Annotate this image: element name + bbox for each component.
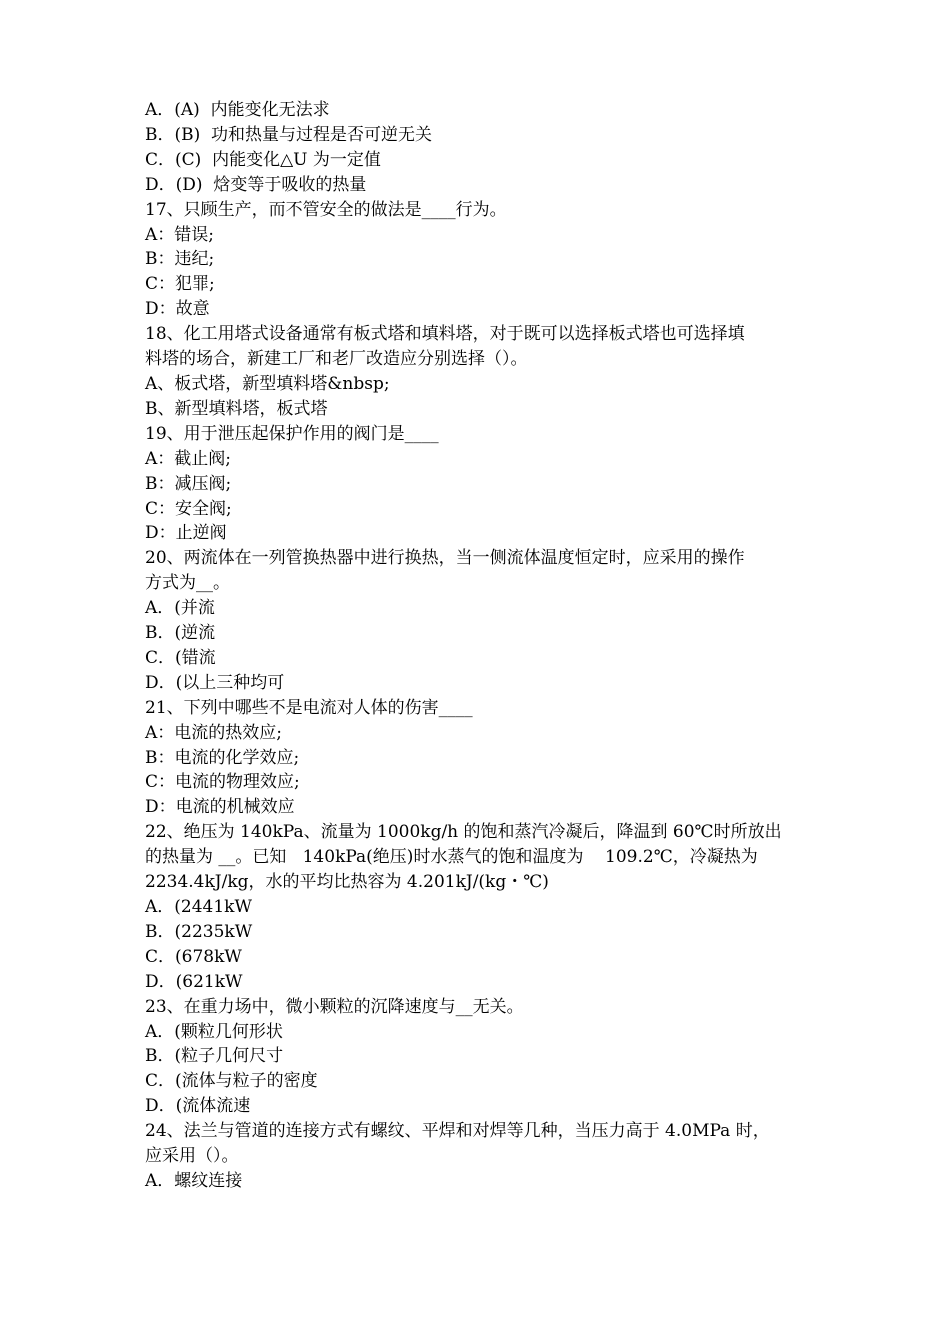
- text-line: C．(错流: [145, 647, 216, 668]
- text-line: B：减压阀;: [145, 473, 232, 494]
- text-line: C．(流体与粒子的密度: [145, 1071, 318, 1092]
- text-line: 18、化工用塔式设备通常有板式塔和填料塔，对于既可以选择板式塔也可选择填: [145, 324, 745, 345]
- text-line: D：止逆阀: [145, 523, 227, 544]
- text-line: C：安全阀;: [145, 498, 232, 519]
- document-body: [145, 98, 810, 1194]
- text-line: A．(并流: [145, 598, 215, 619]
- text-line: D：电流的机械效应: [145, 797, 295, 818]
- text-line: A．螺纹连接: [145, 1170, 243, 1191]
- text-line: B、新型填料塔，板式塔: [145, 398, 328, 419]
- text-line: A、板式塔，新型填料塔&nbsp;: [145, 373, 390, 394]
- text-line: 2234.4kJ/kg，水的平均比热容为 4.201kJ/(kg・℃): [145, 872, 549, 893]
- text-line: D：故意: [145, 299, 210, 320]
- text-line: C．(C) 内能变化△U 为一定值: [145, 149, 381, 170]
- text-line: A：错误;: [145, 224, 215, 245]
- text-line: B．(2235kW: [145, 921, 253, 942]
- text-line: 21、下列中哪些不是电流对人体的伤害____: [145, 697, 473, 718]
- text-line: A．(2441kW: [145, 897, 252, 917]
- text-line: 料塔的场合，新建工厂和老厂改造应分别选择（）。: [145, 349, 528, 370]
- text-line: A：电流的热效应;: [145, 722, 283, 743]
- text-line: 23、在重力场中，微小颗粒的沉降速度与__无关。: [145, 996, 524, 1017]
- text-line: 19、用于泄压起保护作用的阀门是____: [145, 423, 439, 444]
- text-line: D．(以上三种均可: [145, 672, 285, 693]
- text-line: 的热量为 __。已知 140kPa(绝压)时水蒸气的饱和温度为 109.2℃，冷凝热为: [145, 847, 758, 868]
- text-line: 17、只顾生产，而不管安全的做法是____行为。: [145, 199, 507, 220]
- text-line: 应采用（）。: [145, 1146, 239, 1167]
- text-line: 方式为__。: [145, 573, 230, 594]
- text-line: C：电流的物理效应;: [145, 772, 300, 793]
- text-line: D．(621kW: [145, 971, 243, 992]
- text-line: D．(D) 焓变等于吸收的热量: [145, 174, 367, 195]
- text-line: B：违纪;: [145, 249, 215, 270]
- text-line: B．(B) 功和热量与过程是否可逆无关: [145, 124, 433, 145]
- text-line: A．(A) 内能变化无法求: [145, 100, 330, 120]
- text-line: 20、两流体在一列管换热器中进行换热，当一侧流体温度恒定时，应采用的操作: [145, 548, 745, 569]
- text-line: A：截止阀;: [145, 448, 232, 469]
- text-line: 24、法兰与管道的连接方式有螺纹、平焊和对焊等几种，当压力高于 4.0MPa 时，: [145, 1121, 770, 1142]
- text-line: A．(颗粒几何形状: [145, 1021, 283, 1042]
- text-line: C：犯罪;: [145, 274, 215, 295]
- text-line: B．(逆流: [145, 623, 216, 644]
- text-line: B．(粒子几何尺寸: [145, 1046, 284, 1067]
- text-line: 22、绝压为 140kPa、流量为 1000kg/h 的饱和蒸汽冷凝后，降温到 60℃时所放出: [145, 822, 782, 843]
- text-line: C．(678kW: [145, 946, 242, 967]
- text-line: D．(流体流速: [145, 1096, 251, 1117]
- text-line: B：电流的化学效应;: [145, 747, 300, 768]
